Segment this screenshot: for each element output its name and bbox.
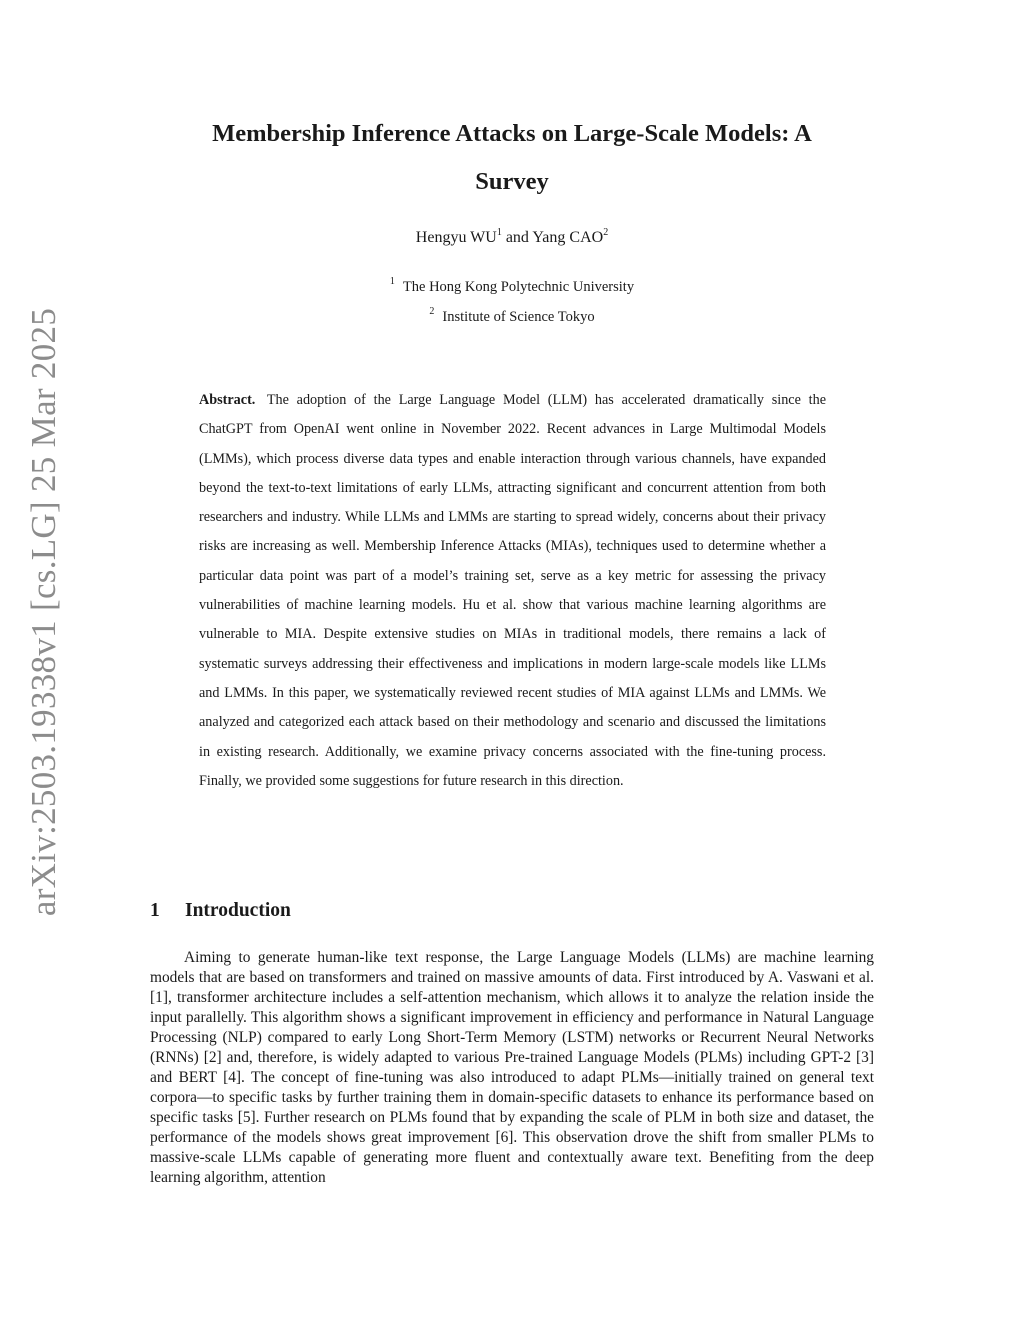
affiliation-number: 1 [389,276,395,287]
arxiv-identifier-stamp: arXiv:2503.19338v1 [cs.LG] 25 Mar 2025 [24,307,63,917]
author-name: Yang CAO [532,229,604,246]
author-list [150,227,874,247]
affiliation-2 [150,306,874,326]
paper-title-line-2: Survey [475,168,549,195]
author-name: Hengyu WU [415,229,497,246]
introduction-paragraph: Aiming to generate human-like text response, the Large Language Models (LLMs) are machine learning models that are based on transformers and trained on massive amounts of data. First introduced by A. Vaswani et al. [1], transformer architecture includes a self-attention mechanism, which allows it to analyze the relation inside the input parallelly. This algorithm shows a significant improvement in efficiency and performance in Natural Language Processing (NLP) compared to early Long Short-Term Memory (LSTM) networks or Recurrent Neural Networks (RNNs) [2] and, therefore, is widely adapted to various Pre-trained Language Models (PLMs) including GPT-2 [3] and BERT [4]. The concept of fine-tuning was also introduced to adapt PLMs—initially trained on general text corpora—to specific tasks by further training them in domain-specific datasets to enhance its performance based on specific tasks [5]. Further research on PLMs found that by expanding the scale of PLM in both size and dataset, the performance of the models shows great improvement [6]. This observation drove the shift from smaller PLMs to massive-scale LLMs capable of generating more fluent and contextually aware text. Benefiting from the deep learning algorithm, attention [150,949,874,1186]
affiliation-1 [150,276,874,296]
paper-title-line-1: Membership Inference Attacks on Large-Scale Models: A [212,120,812,147]
abstract-text: The adoption of the Large Language Model (LLM) has accelerated dramatically since the ChatGPT from OpenAI went online in November 2022. Recent advances in Large Multimodal Models (LMMs), which process diverse data types and enable interaction through various channels, have expanded beyond the text-to-text limitations of early LLMs, attracting significant and concurrent attention from both researchers and industry. While LLMs and LMMs are starting to spread widely, concerns about their privacy risks are increasing as well. Membership Inference Attacks (MIAs), techniques used to determine whether a particular data point was part of a model’s training set, serve as a key metric for assessing the privacy vulnerabilities of machine learning models. Hu et al. show that various machine learning algorithms are vulnerable to MIA. Despite extensive studies on MIAs in traditional models, there remains a lack of systematic surveys addressing their effectiveness and implications in modern large-scale models like LLMs and LMMs. In this paper, we systematically reviewed recent studies of MIA against LLMs and LMMs. We analyzed and categorized each attack based on their methodology and scenario and discussed the limitations in existing research. Additionally, we examine privacy concerns associated with the fine-tuning process. Finally, we provided some suggestions for future research in this direction. [199,392,826,789]
section-number: 1 [150,900,160,921]
affiliation-mark: 1 [496,227,502,238]
section-title: Introduction [185,900,291,921]
paper-title [150,110,874,206]
author-conjunction: and [501,229,533,246]
affiliation-name: Institute of Science Tokyo [442,309,595,325]
affiliation-name: The Hong Kong Polytechnic University [402,279,635,295]
affiliation-mark: 2 [603,227,609,238]
affiliation-number: 2 [429,306,435,317]
section-heading [150,900,291,922]
abstract-block [199,386,826,796]
abstract-label: Abstract. [199,392,256,408]
